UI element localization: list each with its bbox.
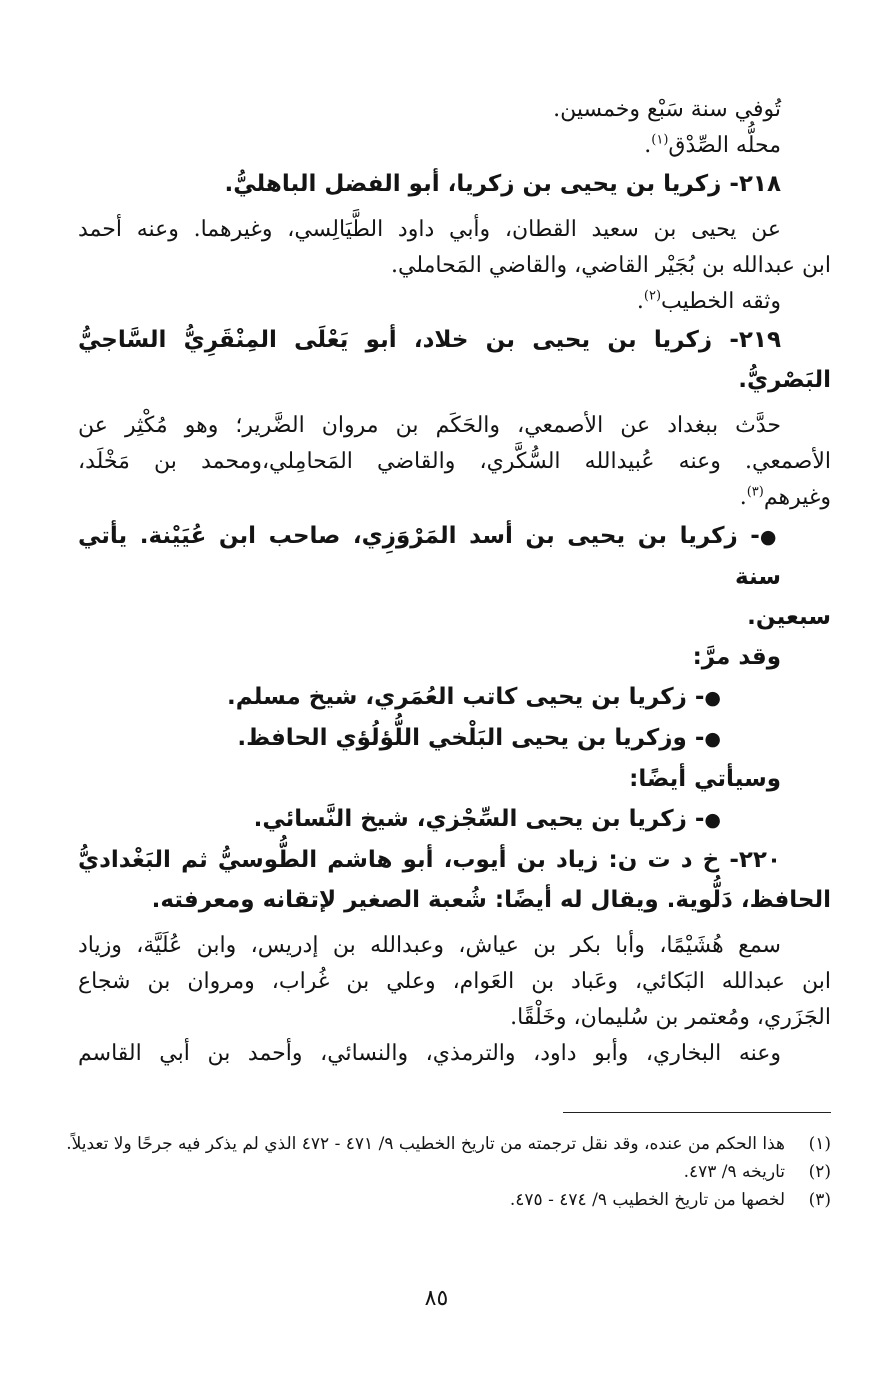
- footnote-number: (٢): [808, 1162, 831, 1182]
- text-line: تُوفي سنة سَبْع وخمسين.: [553, 97, 781, 122]
- footnote-text: لخصها من تاريخ الخطيب ٩/ ٤٧٤ - ٤٧٥.: [509, 1190, 785, 1210]
- page-number: ٨٥: [424, 1286, 449, 1311]
- entry-heading-220: ٢٢٠- خ د ت ن: زياد بن أيوب، أبو هاشم الطُّوسيُّ ثم البَغْداديُّ: [78, 847, 781, 873]
- footnote-2: [42, 1158, 831, 1186]
- text-line: محلُّه الصِّدْق$^{(١)}$.: [644, 132, 781, 158]
- cross-ref-bullet-cont: سبعين.: [747, 604, 831, 630]
- footnote-text: هذا الحكم من عنده، وقد نقل ترجمته من تاريخ الخطيب ٩/ ٤٧١ - ٤٧٢ الذي لم يذكر فيه جرحًا ولا تعديلاً.: [66, 1134, 785, 1154]
- cross-ref-bullet: ●- وزكريا بن يحيى البَلْخي اللُّؤلُؤي الحافظ.: [237, 725, 721, 751]
- footnote-text: تاريخه ٩/ ٤٧٣.: [683, 1162, 785, 1182]
- cross-ref-bullet: ●- زكريا بن يحيى بن أسد المَرْوَزِي، صاحب ابن عُيَيْنة. يأتي سنة: [78, 523, 781, 590]
- text-line: الجَزَري، ومُعتمر بن سُليمان، وخَلْقًا.: [510, 1005, 831, 1030]
- text-line: ابن عبدالله البَكائي، وعَباد بن العَوام، وعلي بن غُراب، ومروان بن شجاع: [78, 969, 831, 994]
- future-label: وسيأتي أيضًا:: [629, 766, 781, 792]
- footnote-1: [42, 1130, 831, 1158]
- footnote-3: [42, 1186, 831, 1214]
- footnote-ref[interactable]: (٣): [746, 484, 764, 500]
- text-line: حدَّث ببغداد عن الأصمعي، والحَكَم بن مروان الضَّرير؛ وهو مُكْثِر عن: [78, 413, 781, 438]
- footnote-divider: [563, 1112, 831, 1113]
- entry-heading-220-cont: الحافظ، دَلُّوية. ويقال له أيضًا: شُعبة الصغير لإتقانه ومعرفته.: [151, 887, 831, 913]
- footnote-ref[interactable]: (٢): [643, 288, 662, 304]
- bullet-icon: ●: [704, 687, 721, 709]
- bullet-icon: ●: [704, 728, 721, 750]
- bullet-icon: ●: [704, 809, 721, 831]
- text-line: الأصمعي. وعنه عُبيدالله السُّكَّري، والقاضي المَحامِلي،ومحمد بن مَخْلَد،: [78, 449, 831, 474]
- text-line: ابن عبدالله بن بُجَيْر القاضي، والقاضي المَحاملي.: [390, 253, 831, 278]
- main-text: [78, 92, 831, 1072]
- footnote-number: (١): [808, 1134, 831, 1154]
- cross-ref-bullet: ●- زكريا بن يحيى السِّجْزي، شيخ النَّسائي.: [253, 806, 721, 832]
- footnote-ref[interactable]: (١): [651, 132, 669, 148]
- text-line: وعنه البخاري، وأبو داود، والترمذي، والنسائي، وأحمد بن أبي القاسم: [78, 1041, 781, 1066]
- cross-ref-bullet: ●- زكريا بن يحيى كاتب العُمَري، شيخ مسلم.: [226, 684, 721, 710]
- entry-heading-218: ٢١٨- زكريا بن يحيى بن زكريا، أبو الفضل الباهليُّ.: [224, 171, 781, 197]
- text-line: وغيرهم$^{(٣)}$.: [739, 484, 831, 510]
- entry-heading-219: ٢١٩- زكريا بن يحيى بن خلاد، أبو يَعْلَى المِنْقَرِيُّ السَّاجيُّ: [78, 327, 781, 353]
- bullet-icon: ●: [759, 526, 781, 548]
- footnote-number: (٣): [808, 1190, 831, 1210]
- past-label: وقد مرَّ:: [692, 644, 781, 670]
- entry-heading-219-cont: البَصْريُّ.: [738, 367, 831, 393]
- text-line: سمع هُشَيْمًا، وأبا بكر بن عياش، وعبدالله بن إدريس، وابن عُلَيَّة، وزياد: [78, 933, 781, 958]
- text-line: عن يحيى بن سعيد القطان، وأبي داود الطَّيَالِسي، وغيرهما. وعنه أحمد: [78, 217, 781, 242]
- footnotes: [42, 1130, 831, 1214]
- text-line: وثقه الخطيب$^{(٢)}$.: [636, 288, 781, 314]
